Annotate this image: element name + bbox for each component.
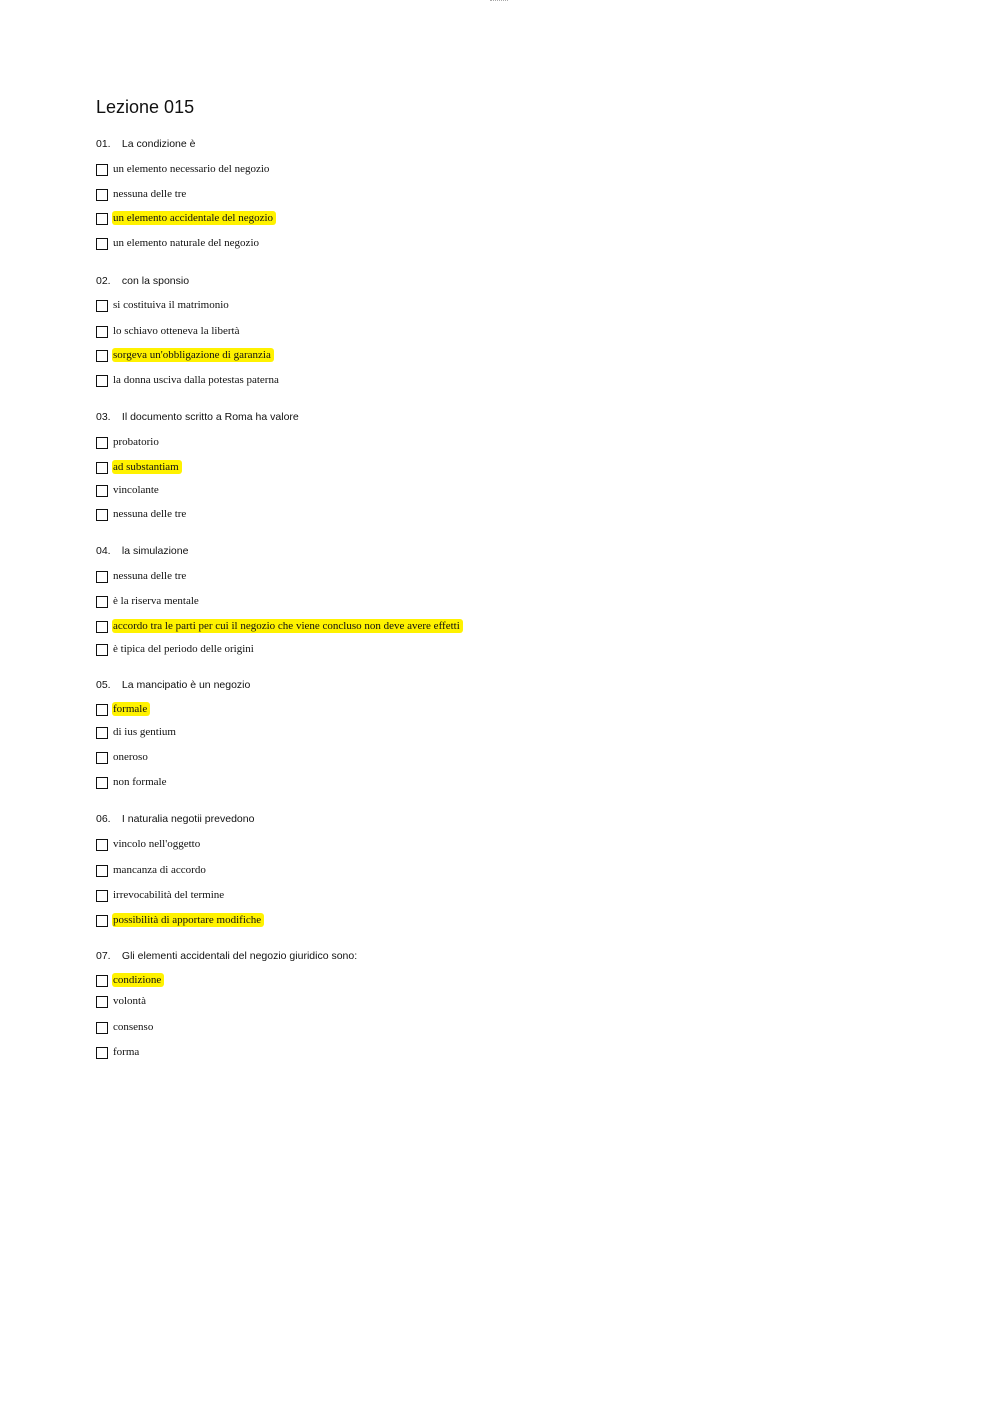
- question-number: 01.: [96, 138, 111, 150]
- checkbox[interactable]: [96, 1047, 108, 1059]
- checkbox[interactable]: [96, 704, 108, 716]
- checkbox[interactable]: [96, 326, 108, 338]
- option-text: la donna usciva dalla potestas paterna: [113, 374, 279, 386]
- question-text: [96, 948, 896, 964]
- answer-option[interactable]: [96, 210, 276, 226]
- checkbox[interactable]: [96, 300, 108, 312]
- option-text: vincolante: [113, 484, 159, 496]
- answer-option[interactable]: [96, 568, 189, 584]
- option-text-highlighted: formale: [112, 702, 150, 716]
- question-text: [96, 677, 896, 693]
- checkbox[interactable]: [96, 509, 108, 521]
- answer-option[interactable]: [96, 618, 463, 634]
- option-text: probatorio: [113, 436, 159, 448]
- option-text-highlighted: sorgeva un'obbligazione di garanzia: [112, 348, 274, 362]
- checkbox[interactable]: [96, 890, 108, 902]
- header-mark: [490, 0, 508, 3]
- checkbox[interactable]: [96, 238, 108, 250]
- option-text: volontà: [113, 995, 146, 1007]
- option-text: è tipica del periodo delle origini: [113, 643, 254, 655]
- checkbox[interactable]: [96, 915, 108, 927]
- checkbox[interactable]: [96, 375, 108, 387]
- option-text: forma: [113, 1046, 140, 1058]
- question-01: [96, 136, 896, 249]
- checkbox[interactable]: [96, 1022, 108, 1034]
- answer-option[interactable]: [96, 506, 189, 522]
- option-text: di ius gentium: [113, 726, 176, 738]
- answer-option[interactable]: [96, 1044, 142, 1060]
- question-text: [96, 273, 896, 289]
- option-text: un elemento naturale del negozio: [113, 237, 259, 249]
- checkbox[interactable]: [96, 164, 108, 176]
- checkbox[interactable]: [96, 621, 108, 633]
- option-text: un elemento necessario del negozio: [113, 163, 270, 175]
- checkbox[interactable]: [96, 350, 108, 362]
- checkbox[interactable]: [96, 485, 108, 497]
- answer-option[interactable]: [96, 297, 232, 313]
- checkbox[interactable]: [96, 975, 108, 987]
- answer-option[interactable]: [96, 701, 150, 717]
- checkbox[interactable]: [96, 596, 108, 608]
- question-06: [96, 811, 896, 926]
- answer-option[interactable]: [96, 372, 282, 388]
- answer-option[interactable]: [96, 161, 272, 177]
- question-label: La mancipatio è un negozio: [121, 679, 251, 691]
- question-number: 03.: [96, 411, 111, 423]
- question-label: Il documento scritto a Roma ha valore: [121, 411, 299, 423]
- option-text: irrevocabilità del termine: [113, 889, 225, 901]
- answer-option[interactable]: [96, 434, 162, 450]
- answer-option[interactable]: [96, 972, 164, 988]
- answer-option[interactable]: [96, 482, 162, 498]
- checkbox[interactable]: [96, 213, 108, 225]
- answer-option[interactable]: [96, 912, 264, 928]
- question-03: [96, 409, 896, 520]
- option-text: non formale: [113, 776, 167, 788]
- option-text: vincolo nell'oggetto: [113, 838, 201, 850]
- question-02: [96, 273, 896, 386]
- question-label: I naturalia negotii prevedono: [121, 813, 255, 825]
- question-label: Gli elementi accidentali del negozio giuridico sono:: [121, 950, 358, 962]
- checkbox[interactable]: [96, 571, 108, 583]
- option-text: consenso: [113, 1021, 154, 1033]
- question-label: La condizione è: [121, 138, 196, 150]
- checkbox[interactable]: [96, 644, 108, 656]
- answer-option[interactable]: [96, 593, 202, 609]
- question-07: [96, 948, 896, 1058]
- question-text: [96, 811, 896, 827]
- option-text-highlighted: accordo tra le parti per cui il negozio che viene concluso non deve avere effetti: [112, 619, 463, 633]
- answer-option[interactable]: [96, 887, 227, 903]
- option-text-highlighted: un elemento accidentale del negozio: [112, 211, 276, 225]
- question-number: 05.: [96, 679, 111, 691]
- option-text: è la riserva mentale: [113, 595, 199, 607]
- checkbox[interactable]: [96, 777, 108, 789]
- option-text: nessuna delle tre: [113, 508, 187, 520]
- option-text: mancanza di accordo: [113, 864, 206, 876]
- answer-option[interactable]: [96, 836, 203, 852]
- checkbox[interactable]: [96, 462, 108, 474]
- question-05: [96, 677, 896, 788]
- checkbox[interactable]: [96, 839, 108, 851]
- option-text: lo schiavo otteneva la libertà: [113, 325, 240, 337]
- checkbox[interactable]: [96, 437, 108, 449]
- checkbox[interactable]: [96, 752, 108, 764]
- question-text: [96, 136, 896, 152]
- answer-option[interactable]: [96, 724, 179, 740]
- answer-option[interactable]: [96, 862, 209, 878]
- answer-option[interactable]: [96, 749, 151, 765]
- question-number: 07.: [96, 950, 111, 962]
- checkbox[interactable]: [96, 996, 108, 1008]
- answer-option[interactable]: [96, 1019, 156, 1035]
- answer-option[interactable]: [96, 347, 274, 363]
- answer-option[interactable]: [96, 641, 257, 657]
- answer-option[interactable]: [96, 774, 169, 790]
- checkbox[interactable]: [96, 189, 108, 201]
- question-number: 06.: [96, 813, 111, 825]
- question-text: [96, 409, 896, 425]
- answer-option[interactable]: [96, 186, 189, 202]
- question-number: 04.: [96, 545, 111, 557]
- answer-option[interactable]: [96, 459, 182, 475]
- page-title: Lezione 015: [96, 97, 195, 117]
- option-text: oneroso: [113, 751, 148, 763]
- question-04: [96, 543, 896, 655]
- option-text: nessuna delle tre: [113, 570, 187, 582]
- answer-option[interactable]: [96, 993, 149, 1009]
- question-label: la simulazione: [121, 545, 189, 557]
- option-text-highlighted: condizione: [112, 973, 164, 987]
- option-text: si costituiva il matrimonio: [113, 299, 229, 311]
- answer-option[interactable]: [96, 323, 242, 339]
- question-number: 02.: [96, 275, 111, 287]
- checkbox[interactable]: [96, 865, 108, 877]
- option-text-highlighted: possibilità di apportare modifiche: [112, 913, 264, 927]
- option-text-highlighted: ad substantiam: [112, 460, 182, 474]
- checkbox[interactable]: [96, 727, 108, 739]
- answer-option[interactable]: [96, 235, 262, 251]
- question-label: con la sponsio: [121, 275, 190, 287]
- question-text: [96, 543, 896, 559]
- option-text: nessuna delle tre: [113, 188, 187, 200]
